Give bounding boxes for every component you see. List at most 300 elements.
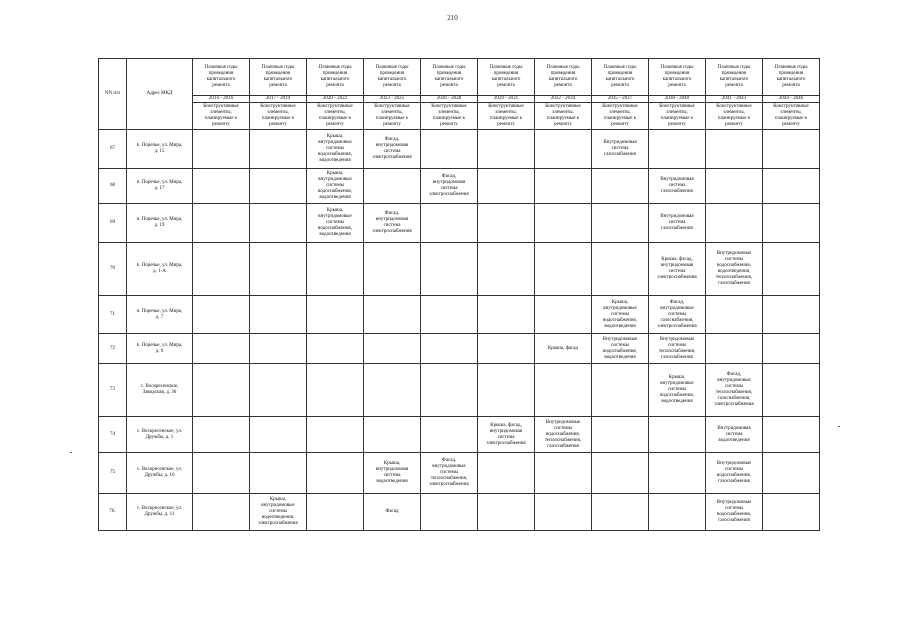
repair-elements-cell (421, 169, 478, 204)
repair-elements-cell (649, 334, 706, 364)
repair-elements-cell (193, 204, 250, 243)
header-element-heading (706, 103, 763, 130)
repair-elements-cell (421, 494, 478, 531)
repair-elements-cell (649, 417, 706, 453)
cell-line: внутридомовые (318, 177, 352, 182)
repair-elements-cell (649, 243, 706, 296)
header-period-years: 2035 - 2037 (592, 96, 649, 103)
repair-elements-cell (706, 334, 763, 364)
row-address (127, 334, 193, 364)
repair-elements-cell (592, 417, 649, 453)
page-number: 210 (447, 14, 458, 22)
cell-line: внутридомовые (261, 503, 295, 508)
repair-elements-cell (592, 296, 649, 334)
cell-line: Дружбы, д. 10 (144, 473, 175, 478)
header-element-heading (592, 103, 649, 130)
cell-line: ремонту (554, 122, 572, 127)
cell-line: ремонта (383, 83, 401, 88)
table-row (99, 417, 820, 453)
cell-line: ремонту (326, 122, 344, 127)
cell-line: электроснабжения (486, 440, 526, 446)
cell-line: ремонту (668, 122, 686, 127)
cell-line: Конструктивные (317, 104, 353, 109)
repair-elements-cell (364, 243, 421, 296)
cell-line: теплоснабжения, (715, 275, 753, 280)
repair-elements-cell (592, 453, 649, 494)
header-element-heading (649, 103, 706, 130)
cell-line: Внутридомовые (545, 419, 581, 425)
repair-elements-cell (421, 417, 478, 453)
header-element-heading (421, 103, 478, 130)
row-address (127, 364, 193, 417)
cell-line: Дружбы, д. 11 (144, 512, 175, 517)
repair-elements-cell (307, 494, 364, 531)
cell-line: проведения (550, 71, 576, 76)
cell-line: Внутридомовые (602, 336, 638, 342)
cell-line: проведения (208, 71, 234, 76)
repair-elements-cell (478, 364, 535, 417)
cell-line: теплоснабжения, (715, 390, 753, 395)
header-element-heading (763, 103, 820, 130)
repair-elements-cell (364, 130, 421, 169)
cell-line: Крыша, (326, 171, 344, 176)
cell-line: водоснабжения, (660, 393, 694, 398)
repair-elements-cell (421, 204, 478, 243)
cell-line: п. Поречье, ул. Мира, (136, 217, 183, 222)
header-period-years: 2014 - 2016 (193, 96, 250, 103)
cell-line: газоснабжения (547, 443, 579, 449)
cell-line: Плановые годы (375, 65, 409, 70)
row-address (127, 169, 193, 204)
cell-line: Внутридомовые (716, 251, 752, 256)
cell-line: электроснабжения (657, 323, 697, 329)
cell-line: система (497, 434, 515, 440)
cell-line: Крыша, (326, 134, 344, 139)
row-number: 67 (99, 130, 127, 169)
repair-elements-cell (364, 296, 421, 334)
table-row (99, 296, 820, 334)
repair-elements-cell (307, 204, 364, 243)
cell-line: водоотведения (661, 399, 693, 404)
cell-line: водоснабжения, (717, 512, 751, 517)
repair-elements-cell (364, 169, 421, 204)
repair-elements-cell (307, 453, 364, 494)
repair-elements-cell (649, 453, 706, 494)
cell-line: ремонту (497, 122, 515, 127)
cell-line: элементы, (552, 110, 574, 115)
header-address: Адрес МКД (127, 59, 193, 130)
repair-elements-cell (535, 243, 592, 296)
repair-elements-cell (364, 334, 421, 364)
cell-line: система (668, 220, 686, 225)
cell-line: Крыша, (326, 208, 344, 213)
cell-line: планируемые к (261, 116, 295, 121)
cell-line: Крыша, (668, 375, 686, 380)
header-row-elements (99, 103, 820, 130)
cell-line: капитального (206, 77, 236, 82)
row-address (127, 204, 193, 243)
row-address (127, 453, 193, 494)
cell-line: элементы, (210, 110, 232, 115)
repair-elements-cell (364, 204, 421, 243)
cell-line: ремонта (554, 83, 572, 88)
header-period-years: 2023 - 2025 (364, 96, 421, 103)
repair-elements-cell (706, 169, 763, 204)
scan-speck (70, 452, 72, 453)
cell-line: газоснабжения (661, 189, 693, 194)
table-row (99, 169, 820, 204)
repair-elements-cell (649, 204, 706, 243)
cell-line: водоотведения (319, 195, 351, 200)
cell-line: планируемые к (603, 116, 637, 121)
repair-elements-cell (763, 494, 820, 531)
cell-line: проведения (664, 71, 690, 76)
cell-line: водоснабжения, (318, 152, 352, 157)
header-period-heading (649, 59, 706, 96)
repair-elements-cell (535, 364, 592, 417)
cell-line: капитального (719, 77, 749, 82)
cell-line: системы (667, 311, 687, 317)
header-row-periods (99, 59, 820, 96)
repair-elements-cell (478, 243, 535, 296)
cell-line: системы (325, 183, 345, 188)
header-element-heading (478, 103, 535, 130)
cell-line: п. Поречье, ул. Мира, (136, 143, 183, 148)
cell-line: капитального (434, 77, 464, 82)
repair-elements-cell (592, 204, 649, 243)
repair-elements-cell (250, 453, 307, 494)
cell-line: Плановые годы (717, 65, 751, 70)
repair-elements-cell (421, 296, 478, 334)
row-address (127, 494, 193, 531)
repair-elements-cell (307, 334, 364, 364)
cell-line: капитального (320, 77, 350, 82)
cell-line: Крыша, (269, 497, 287, 502)
cell-line: Заводская, д. 36 (142, 390, 177, 395)
cell-line: электроснабжения (258, 521, 298, 526)
repair-elements-cell (592, 130, 649, 169)
cell-line: с. Воскресенское, ул. (136, 506, 183, 511)
cell-line: капитального (263, 77, 293, 82)
cell-line: элементы, (723, 110, 745, 115)
cell-line: электроснабжения (657, 275, 697, 280)
cell-line: водоснабжения, (318, 226, 352, 231)
repair-elements-cell (763, 334, 820, 364)
header-element-heading (250, 103, 307, 130)
cell-line: Крыша, фасад, (490, 422, 522, 428)
cell-line: Фасад (385, 509, 399, 514)
cell-line: системы (724, 384, 744, 389)
repair-elements-cell (250, 204, 307, 243)
cell-line: Фасад, (384, 137, 400, 142)
cell-line: Конструктивные (602, 104, 638, 109)
cell-line: Плановые годы (546, 65, 580, 70)
cell-line: элементы, (666, 110, 688, 115)
cell-line: внутридомовые (660, 381, 694, 386)
cell-line: газоснабжения, (717, 396, 751, 401)
cell-line: Крыша, (383, 461, 401, 466)
cell-line: системы (439, 470, 459, 475)
scan-speck (838, 426, 840, 427)
cell-line: системы (268, 509, 288, 514)
repair-elements-cell (535, 453, 592, 494)
repair-elements-cell (706, 364, 763, 417)
repair-elements-cell (250, 243, 307, 296)
cell-line: теплоснабжения, (658, 348, 696, 354)
header-element-heading (535, 103, 592, 130)
repair-elements-cell (763, 204, 820, 243)
cell-line: планируемые к (489, 116, 523, 121)
cell-line: система (383, 223, 401, 228)
cell-line: элементы, (381, 110, 403, 115)
cell-line: ремонту (269, 122, 287, 127)
row-address (127, 130, 193, 169)
cell-line: п. Поречье, ул. Мира, (136, 308, 183, 314)
row-address (127, 296, 193, 334)
repair-elements-cell (592, 243, 649, 296)
cell-line: Внутридомовые (716, 500, 752, 505)
repair-elements-cell (478, 453, 535, 494)
cell-line: Внутридомовая (660, 214, 694, 219)
cell-line: д. 7 (155, 314, 164, 320)
repair-elements-cell (307, 130, 364, 169)
cell-line: Плановые годы (261, 65, 295, 70)
cell-line: электроснабжения (372, 229, 412, 234)
repair-elements-cell (478, 417, 535, 453)
repair-elements-cell (193, 334, 250, 364)
cell-line: ремонта (212, 83, 230, 88)
repair-elements-cell (307, 169, 364, 204)
cell-line: Внутридомовые (659, 336, 695, 342)
table-row (99, 364, 820, 417)
cell-line: водоотведения, (717, 269, 751, 274)
cell-line: система (668, 183, 686, 188)
row-address (127, 417, 193, 453)
cell-line: проведения (322, 71, 348, 76)
cell-line: система (668, 269, 686, 274)
cell-line: Плановые годы (774, 65, 808, 70)
cell-line: элементы, (438, 110, 460, 115)
repair-elements-cell (250, 334, 307, 364)
repair-elements-cell (193, 130, 250, 169)
repair-elements-cell (364, 417, 421, 453)
repair-elements-cell (592, 169, 649, 204)
cell-line: системы (667, 342, 687, 348)
cell-line: системы (325, 220, 345, 225)
repair-elements-cell (592, 364, 649, 417)
repair-elements-cell (649, 130, 706, 169)
cell-line: п. Поречье, ул. Мира, (136, 180, 183, 185)
header-period-years: 2038 - 2040 (649, 96, 706, 103)
repair-elements-cell (592, 334, 649, 364)
cell-line: п. Поречье, ул. Мира, (136, 263, 183, 268)
cell-line: капитального (548, 77, 578, 82)
repair-elements-cell (649, 494, 706, 531)
cell-line: Крыша, фасад, (661, 257, 693, 262)
cell-line: система (383, 473, 401, 478)
table-row (99, 243, 820, 296)
cell-line: ремонту (212, 122, 230, 127)
cell-line: Фасад, (669, 299, 685, 305)
header-period-years: 2029 - 2031 (478, 96, 535, 103)
row-number: 71 (99, 296, 127, 334)
cell-line: Крыша, фасад (547, 345, 579, 351)
cell-line: теплоснабжения, (544, 437, 582, 443)
cell-line: капитального (605, 77, 635, 82)
repair-elements-cell (421, 130, 478, 169)
cell-line: электроснабжения (429, 192, 469, 197)
repair-elements-cell (478, 204, 535, 243)
cell-line: ремонта (497, 83, 515, 88)
cell-line: внутридомовые (717, 378, 751, 383)
cell-line: Дружбы, д. 1 (145, 434, 174, 440)
header-element-heading (364, 103, 421, 130)
cell-line: элементы, (495, 110, 517, 115)
cell-line: проведения (379, 71, 405, 76)
repair-elements-cell (421, 334, 478, 364)
repair-elements-cell (250, 169, 307, 204)
header-period-years: 2017 - 2019 (250, 96, 307, 103)
cell-line: Конструктивные (545, 104, 581, 109)
cell-line: Плановые годы (318, 65, 352, 70)
cell-line: ремонту (440, 122, 458, 127)
cell-line: газоснабжения, (660, 317, 694, 323)
repair-elements-cell (706, 494, 763, 531)
repair-elements-cell (193, 453, 250, 494)
cell-line: ремонту (725, 122, 743, 127)
repair-elements-cell (421, 364, 478, 417)
repair-elements-cell (250, 364, 307, 417)
repair-elements-cell (478, 334, 535, 364)
repair-elements-cell (763, 453, 820, 494)
cell-line: Внутридомовая (603, 140, 637, 145)
cell-line: внутридомовая (432, 180, 466, 185)
cell-line: Конструктивные (488, 104, 524, 109)
repair-elements-cell (193, 417, 250, 453)
repair-elements-cell (478, 296, 535, 334)
repair-elements-cell (763, 169, 820, 204)
cell-line: газоснабжения (718, 518, 750, 523)
repair-elements-cell (478, 130, 535, 169)
cell-line: водоотведения (604, 354, 636, 360)
repair-elements-cell (706, 296, 763, 334)
cell-line: водоснабжения, (717, 473, 751, 478)
cell-line: ремонта (611, 83, 629, 88)
repair-elements-cell (193, 364, 250, 417)
cell-line: Внутридомовые (716, 461, 752, 466)
header-period-years: 2044 - 2046 (763, 96, 820, 103)
repair-elements-cell (592, 494, 649, 531)
cell-line: ремонта (725, 83, 743, 88)
cell-line: система (611, 146, 629, 151)
cell-line: электроснабжения (714, 402, 754, 407)
cell-line: проведения (265, 71, 291, 76)
repair-elements-cell (478, 494, 535, 531)
cell-line: водоснабжения, (603, 317, 637, 323)
header-period-heading (535, 59, 592, 96)
row-number: 69 (99, 204, 127, 243)
cell-line: системы (553, 425, 573, 431)
repair-elements-cell (706, 243, 763, 296)
repair-elements-cell (478, 169, 535, 204)
repair-elements-cell (307, 364, 364, 417)
cell-line: ремонта (269, 83, 287, 88)
repair-elements-cell (706, 417, 763, 453)
header-num: NN п/п (99, 59, 127, 130)
repair-elements-cell (535, 130, 592, 169)
repair-elements-cell (706, 130, 763, 169)
cell-line: внутридомовые (432, 464, 466, 469)
header-period-heading (763, 59, 820, 96)
repair-elements-cell (535, 169, 592, 204)
repair-elements-cell (250, 494, 307, 531)
table-row (99, 453, 820, 494)
cell-line: элементы, (267, 110, 289, 115)
cell-line: д. 19 (154, 223, 165, 228)
header-period-heading (250, 59, 307, 96)
cell-line: капитального (491, 77, 521, 82)
repair-elements-cell (535, 334, 592, 364)
cell-line: элементы, (609, 110, 631, 115)
cell-line: проведения (493, 71, 519, 76)
repair-elements-cell (763, 364, 820, 417)
cell-line: д. 1-А (153, 269, 166, 274)
repair-elements-cell (193, 169, 250, 204)
repair-elements-cell (250, 417, 307, 453)
header-element-heading (307, 103, 364, 130)
cell-line: системы (610, 311, 630, 317)
cell-line: ремонта (782, 83, 800, 88)
cell-line: внутридомовая (375, 467, 409, 472)
cell-line: системы (667, 387, 687, 392)
repair-elements-cell (649, 364, 706, 417)
repair-elements-cell (307, 243, 364, 296)
cell-line: Фасад, (441, 174, 457, 179)
cell-line: планируемые к (774, 116, 808, 121)
table-row (99, 130, 820, 169)
cell-line: ремонта (326, 83, 344, 88)
cell-line: ремонта (668, 83, 686, 88)
cell-line: электроснабжения (429, 482, 469, 487)
cell-line: внутридомовая (489, 428, 523, 434)
cell-line: проведения (607, 71, 633, 76)
cell-line: Плановые годы (489, 65, 523, 70)
cell-line: проведения (721, 71, 747, 76)
repair-elements-cell (193, 494, 250, 531)
cell-line: Конструктивные (203, 104, 239, 109)
cell-line: ремонту (782, 122, 800, 127)
cell-line: водоотведения (604, 323, 636, 329)
cell-line: водоотведения (718, 437, 750, 443)
cell-line: внутридомовая (660, 263, 694, 268)
cell-line: системы (724, 506, 744, 511)
repair-elements-cell (535, 494, 592, 531)
cell-line: ремонту (383, 122, 401, 127)
cell-line: ремонта (440, 83, 458, 88)
repair-elements-cell (364, 364, 421, 417)
header-element-heading (193, 103, 250, 130)
repair-elements-cell (763, 243, 820, 296)
repair-elements-cell (307, 417, 364, 453)
cell-line: водоотведения (319, 158, 351, 163)
cell-line: системы (325, 146, 345, 151)
header-period-heading (592, 59, 649, 96)
cell-line: планируемые к (318, 116, 352, 121)
cell-line: водоотведения (319, 232, 351, 237)
cell-line: теплоснабжения, (430, 476, 468, 481)
cell-line: д. 15 (154, 149, 165, 154)
cell-line: планируемые к (546, 116, 580, 121)
